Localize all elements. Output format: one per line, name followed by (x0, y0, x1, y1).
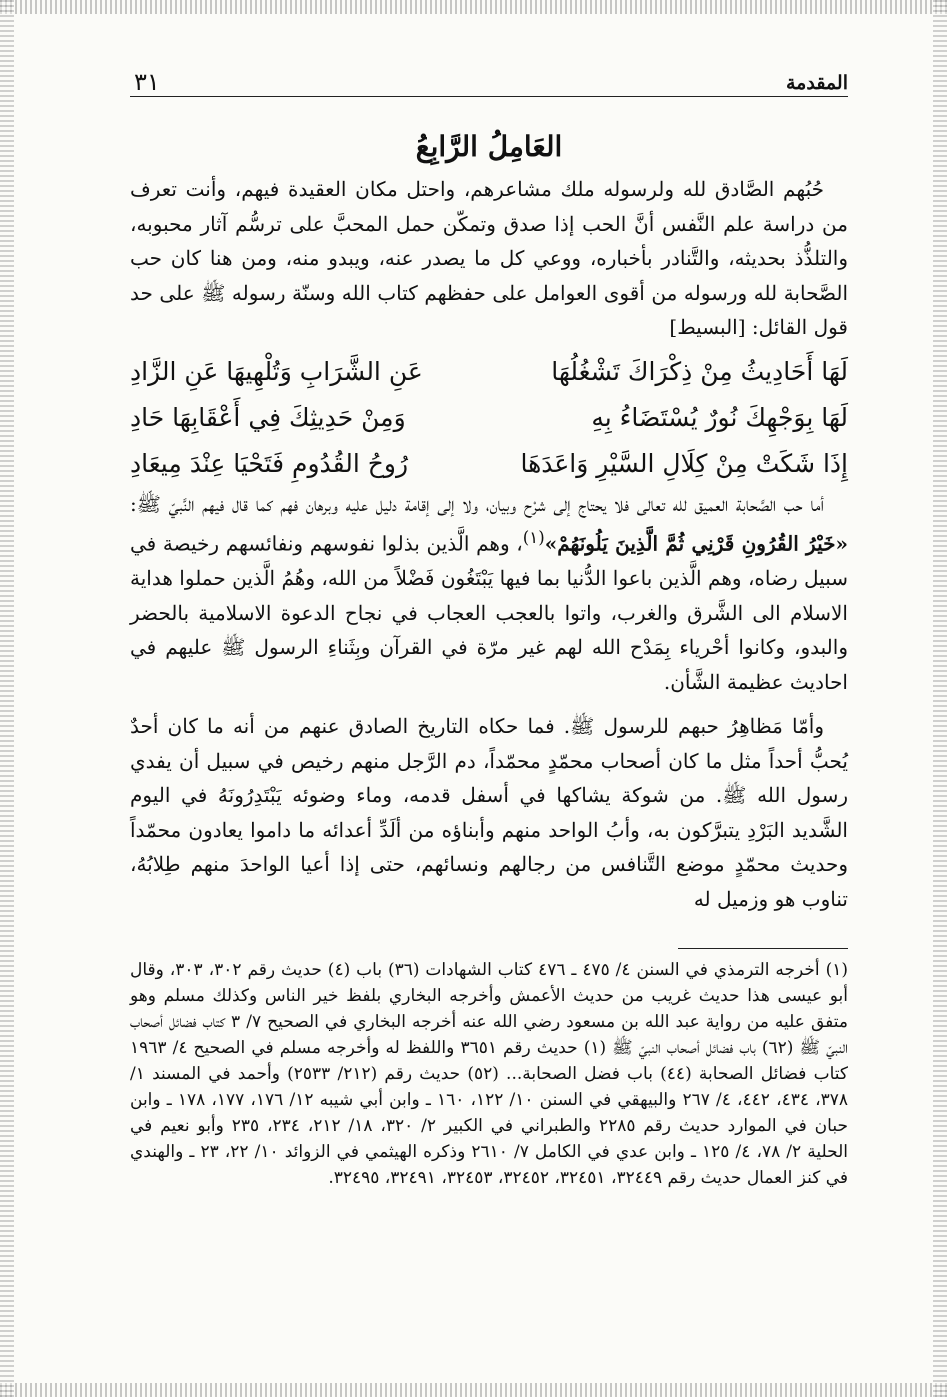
page-number: ٣١ (134, 68, 160, 96)
book-page (130, 60, 848, 1208)
section-title: المقدمة (785, 72, 848, 94)
companions-love-paragraph (130, 487, 848, 700)
hadith-quote: «خَيْرُ القُرُونِ قَرْنِي ثُمَّ الَّذِينَ يَلُونَهُمْ» (544, 531, 848, 556)
intro-paragraph: حُبُهم الصَّادق لله ولرسوله ملك مشاعرهم، واحتل مكان العقيدة فيهم، وأنت تعرف من دراسة علم النَّفس أنَّ الحب إذا صدق وتمكّن حمل المحبَّ على ترسُّم آثار محبوبه، والتلذُّذ بحديثه، والتَّنادر بأخباره، ووعي كل ما يصدر عنه، ويبدو منه، ومن هنا كان حب الصَّحابة لله ورسوله من أقوى العوامل على حفظهم كتاب الله وسنّة رسوله ﷺ على حد قول القائل: [البسيط] (130, 177, 848, 339)
chapter-heading: العَامِلُ الرَّابِعُ (415, 130, 563, 163)
paragraph-text: ، وهم الَّذين بذلوا نفوسهم ونفائسهم رخيصة في سبيل رضاه، وهم الَّذين باعوا الدُّنيا بما فيها يَبْتَغُون فَضْلاً من الله، وهُمُ الَّذين حملوا هداية الاسلام الى الشَّرق والغرب، واتوا بالعجب العجاب في نجاح الدعوة الاسلامية بالحضر والبدو، وكانوا أحْرياء بِمَدْح الله لهم غير مرّة في القرآن وبِثَناءِ الرسول ﷺ عليهم في احاديث عظيمة الشَّأن. (130, 531, 848, 694)
footnote-reference[interactable]: (١) (522, 528, 545, 547)
verse-first-hemistich: لَهَا أَحَادِيثُ مِنْ ذِكْرَاكَ تَشْغُلُهَا (551, 357, 848, 386)
decorative-border-right (933, 0, 947, 1397)
running-header (130, 60, 848, 97)
poem-verse (130, 395, 848, 441)
footnote-separator (678, 948, 848, 949)
poem-verse (130, 349, 848, 395)
footnote: (١) أخرجه الترمذي في السنن ٤/ ٤٧٥ ـ ٤٧٦ كتاب الشهادات (٣٦) باب (٤) حديث رقم ٣٠٢، ٣٠٣، وقال أبو عيسى هذا حديث غريب من حديث الأعمش وأخرجه البخاري بلفظ خير الناس وكذلك مسلم وهو متفق عليه من رواية عبد الله بن مسعود رضي الله عنه أخرجه البخاري في الصحيح ٧/ ٣ كتاب فضائل أصحاب النبيّ ﷺ (٦٢) باب فضائل أصحاب النبيّ ﷺ (١) حديث رقم ٣٦٥١ واللفظ له وأخرجه مسلم في الصحيح ٤/ ١٩٦٣ كتاب فضائل الصحابة (٤٤) باب فضل الصحابة... (٥٢) حديث رقم (٢١٢/ ٢٥٣٣) وأحمد في المسند ١/ ٣٧٨، ٤٣٤، ٤٤٢، ٤/ ٢٦٧ والبيهقي في السنن ١٠/ ١٢٢، ١٦٠ ـ وابن أبي شيبه ١٢/ ١٧٦، ١٧٧، ١٧٨ ـ وابن حبان في الموارد حديث رقم ٢٢٨٥ والطبراني في الكبير ٢/ ٣٢٠، ١٨/ ٢١٢، ٢٣٤، ٢٣٥ وأبو نعيم في الحلية ٢/ ٧٨، ٤/ ١٢٥ ـ وابن عدي في الكامل ٧/ ٢٦١٠ وذكره الهيثمي في الزوائد ١٠/ ٢٢، ٢٣ ـ والهندي في كنز العمال حديث رقم ٣٢٤٤٩، ٣٢٤٥١، ٣٢٤٥٢، ٣٢٤٥٣، ٣٢٤٩١، ٣٢٤٩٥. (130, 960, 849, 1189)
poem (130, 349, 848, 487)
decorative-border-bottom (0, 1383, 947, 1397)
verse-first-hemistich: لَهَا بِوَجْهِكَ نُورٌ يُسْتَضَاءُ بِهِ (591, 403, 848, 432)
decorative-border-left (0, 0, 14, 1397)
poem-verse (130, 441, 848, 487)
verse-first-hemistich: إِذَا شَكَتْ مِنْ كِلَالِ السَّيْرِ وَاعَدَهَا (520, 449, 848, 478)
verse-second-hemistich: وَمِنْ حَدِيثِكَ فِي أَعْقَابِهَا حَادِ (130, 403, 406, 432)
manifestations-paragraph: وأمّا مَظاهِرُ حبهم للرسول ﷺ. فما حكاه التاريخ الصادق عنهم من أنه ما كان أحدٌ يُحبُّ أحداً مثل ما كان أصحاب محمّدٍ محمّداً، دم الرَّجل منهم رخيص في سبيل أن يفدي رسول الله ﷺ. من شوكة يشاكها في أسفل قدمه، وماء وضوئه يَبْتَدِرُونَهُ في اليوم الشَّديد البَرْدِ يتبرَّكون به، وأبُ الواحد منهم وأبناؤه من ألَدِّ أعدائه ما داموا يعادون محمّداً وحديث محمّدٍ موضع التَّنافس من رجالهم ونسائهم، حتى إذا أعيا الواحدَ منهم طِلابُهُ، تناوب هو وزميل له (130, 714, 848, 911)
paragraph-text: أما حب الصَّحابة العميق لله تعالى فلا يحتاج إلى شرْح وبيان، ولا إلى إقامة دليل عليه وبرهان فهم كما قال فيهم النَّبيّ ﷺ: (130, 491, 824, 516)
verse-second-hemistich: عَنِ الشَّرَابِ وَتُلْهِيهَا عَنِ الزَّادِ (130, 357, 423, 386)
decorative-border-top (0, 0, 947, 14)
verse-second-hemistich: رُوحُ القُدُومِ فَتَحْيَا عِنْدَ مِيعَادِ (130, 449, 409, 478)
